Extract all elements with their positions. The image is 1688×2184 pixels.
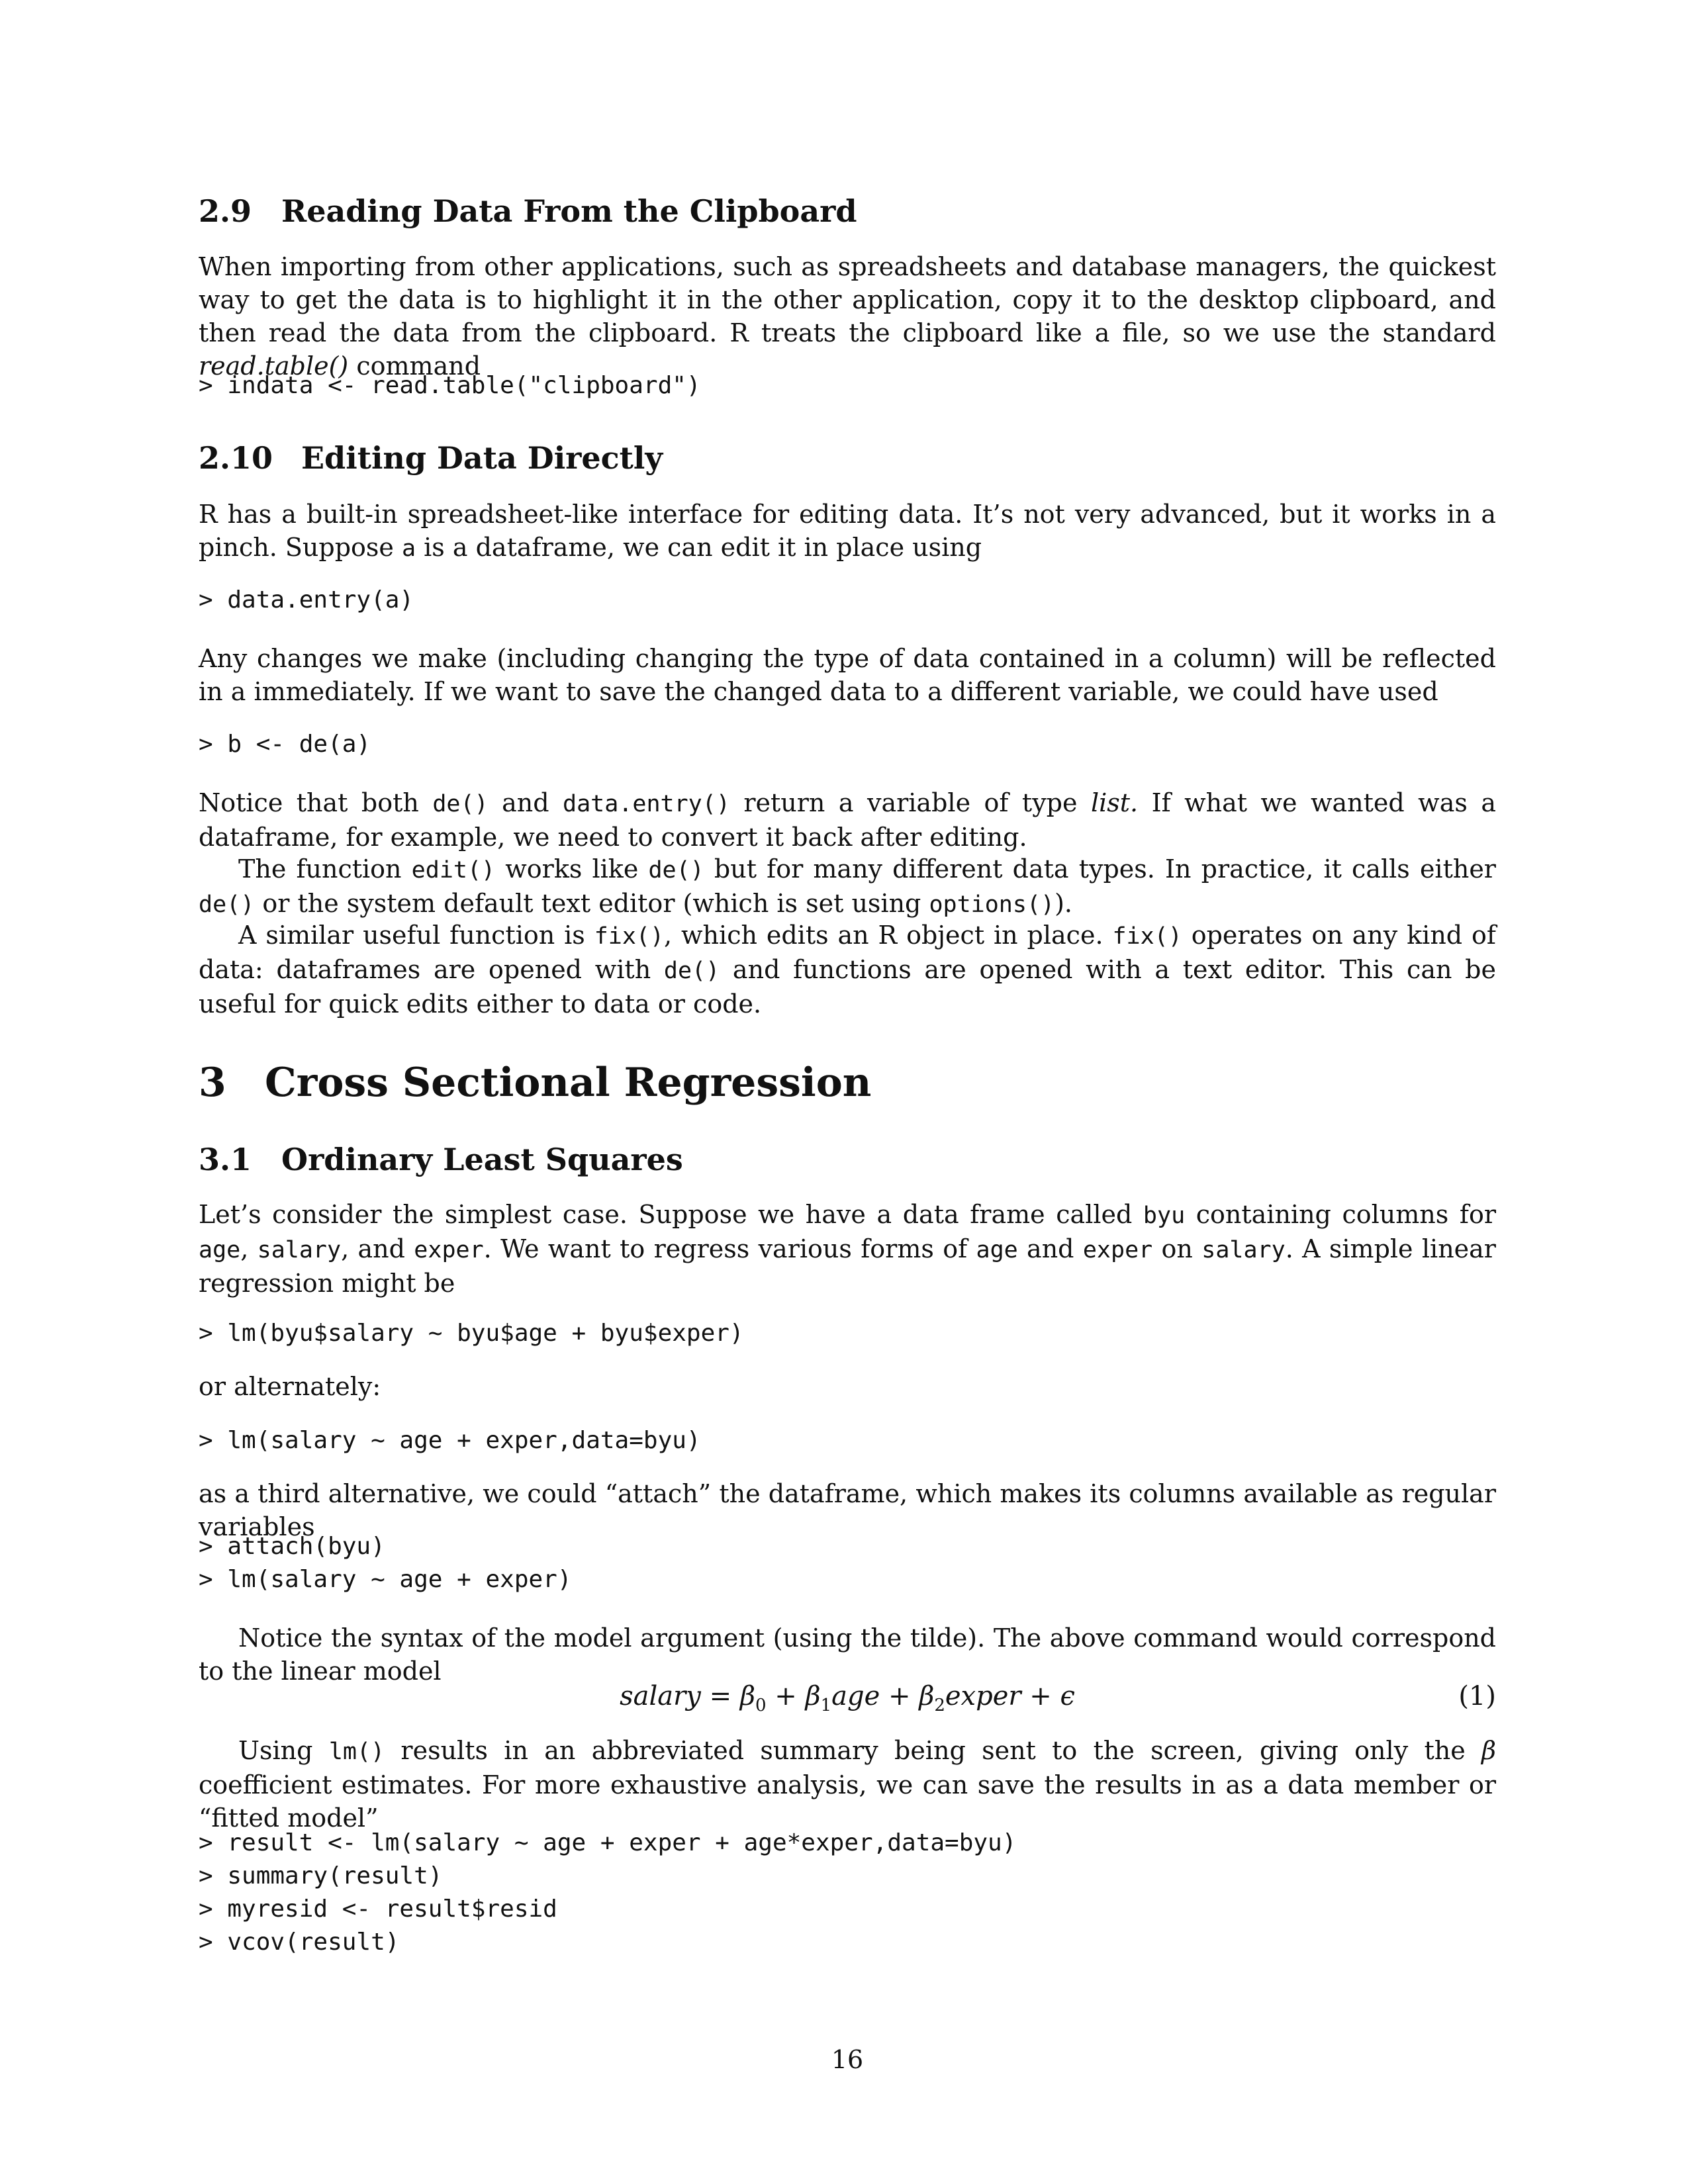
paragraph-attach: as a third alternative, we could “attach” the dataframe, which makes its columns available as regular variables [199, 1479, 1496, 1541]
equation-body: salary = $\beta_0 + \beta_1age$ + $\beta_2exper + \epsilon$ [620, 1681, 1075, 1715]
paragraph-list-type: Notice that both de() and data.entry() return a variable of type list. If what we wanted was a dataframe, for example, we need to convert it back after editing. [199, 788, 1496, 852]
section-heading-2-10: 2.10 Editing Data Directly [199, 440, 663, 476]
section-heading-3-1: 3.1 Ordinary Least Squares [199, 1142, 683, 1177]
code-attach [199, 1530, 572, 1596]
paragraph-changes: Any changes we make (including changing the type of data contained in a column) will be reflected in a immediately. If we want to save the changed data to a different variable, we could have used [199, 644, 1496, 706]
code-de: > b <- de(a) [199, 731, 371, 758]
paragraph-lm-summary: Using lm() results in an abbreviated summary being sent to the screen, giving only the β coefficient estimates. For more exhaustive analysis, we can save the results in as a data member or “fitted model” [199, 1736, 1497, 1833]
code-read-clipboard: > indata <- read.table("clipboard") [199, 372, 701, 399]
paragraph-model-syntax: Notice the syntax of the model argument (using the tilde). The above command would correspond to the linear model [199, 1623, 1496, 1686]
code-line: > result <- lm(salary ~ age + exper + age*exper,data=byu) [199, 1829, 1017, 1856]
code-line: > summary(result) [199, 1862, 443, 1889]
code-line: > lm(salary ~ age + exper) [199, 1566, 572, 1593]
code-line: > vcov(result) [199, 1929, 400, 1956]
section-heading-2-9: 2.9 Reading Data From the Clipboard [199, 193, 857, 229]
paragraph-edit-function: The function edit() works like de() but for many different data types. In practice, it calls either de() or the system default text editor (which is set using options()). [199, 854, 1496, 918]
code-line: > myresid <- result$resid [199, 1895, 557, 1923]
document-page [199, 179, 1496, 2138]
paragraph-clipboard: When importing from other applications, such as spreadsheets and database managers, the quickest way to get the data is to highlight it in the other application, copy it to the desktop clipboard, and then read the data from the clipboard. R treats the clipboard like a file, so we use the standard read.table() command [199, 252, 1496, 381]
code-lm-byu: > lm(byu$salary ~ byu$age + byu$exper) [199, 1320, 744, 1347]
paragraph-fix-function: A similar useful function is fix(), which edits an R object in place. fix() operates on any kind of data: dataframes are opened with de() and functions are opened with a text editor. This can be useful for quick edits either to data or code. [199, 921, 1496, 1019]
code-fitted-model [199, 1827, 1016, 1959]
page-number: 16 [831, 2045, 864, 2074]
chapter-heading-3: 3 Cross Sectional Regression [199, 1060, 872, 1106]
paragraph-alternately: or alternately: [199, 1372, 381, 1401]
paragraph-simplest-case: Let’s consider the simplest case. Suppose we have a data frame called byu containing columns for age, salary, and exper. We want to regress various forms of age and exper on salary. A simple linear regression might be [199, 1200, 1496, 1298]
code-line: > attach(byu) [199, 1533, 385, 1560]
paragraph-edit-intro: R has a built-in spreadsheet-like interface for editing data. It’s not very advanced, but it works in a pinch. Suppose a is a dataframe, we can edit it in place using [199, 500, 1496, 562]
equation-number: (1) [1458, 1681, 1496, 1711]
code-lm-data: > lm(salary ~ age + exper,data=byu) [199, 1427, 701, 1454]
code-data-entry: > data.entry(a) [199, 586, 414, 614]
